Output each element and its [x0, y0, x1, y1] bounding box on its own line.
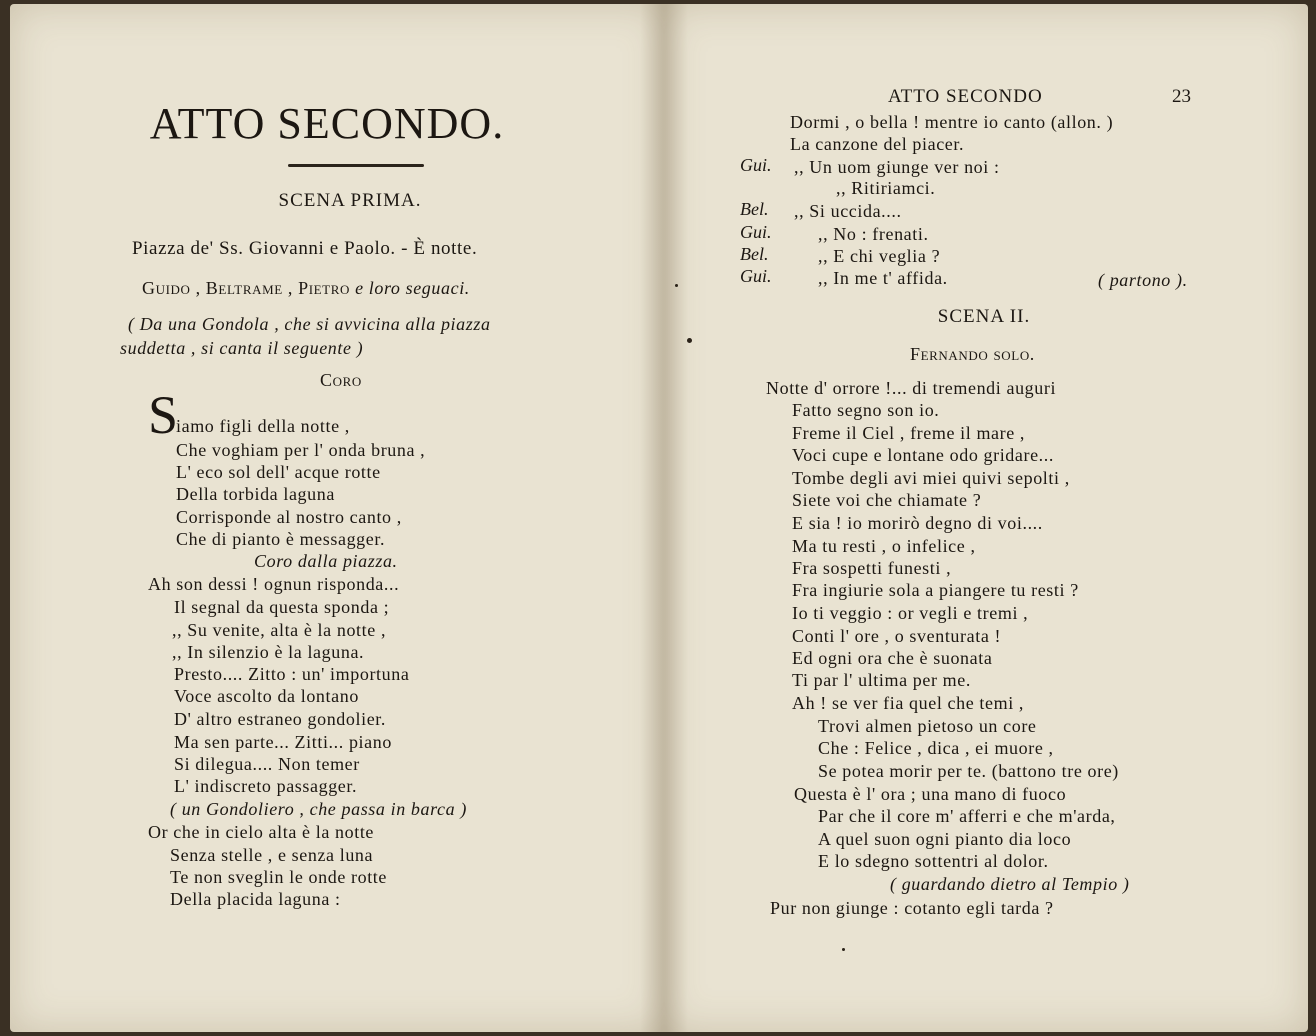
scene-title-left: SCENA PRIMA. — [278, 190, 422, 211]
verse-line: iamo figli della notte , — [176, 416, 350, 436]
ink-speck — [687, 338, 692, 343]
verse-line: Che : Felice , dica , ei muore , — [818, 738, 1054, 758]
stage-direction: ( guardando dietro al Tempio ) — [890, 874, 1130, 894]
stage-direction: Coro dalla piazza. — [254, 551, 398, 571]
verse-line: ,, No : frenati. — [818, 224, 929, 244]
chorus-heading: Coro — [320, 370, 362, 390]
verse-line: ,, E chi veglia ? — [818, 246, 941, 266]
verse-line: Trovi almen pietoso un core — [818, 716, 1037, 736]
character-heading: Fernando solo. — [910, 344, 1035, 364]
stage-direction: ( un Gondoliero , che passa in barca ) — [170, 799, 467, 819]
verse-line: A quel suon ogni pianto dia loco — [818, 829, 1072, 849]
verse-line: Ma tu resti , o infelice , — [792, 536, 976, 556]
verse-line: ,, Ritiriamci. — [836, 178, 936, 198]
speaker-label: Gui. — [740, 266, 772, 286]
page-number: 23 — [1172, 86, 1191, 107]
verse-line: Io ti veggio : or vegli e tremi , — [792, 603, 1029, 623]
verse-line: L' indiscreto passagger. — [174, 776, 358, 796]
verse-line: Ma sen parte... Zitti... piano — [174, 732, 392, 752]
verse-line: Or che in cielo alta è la notte — [148, 822, 375, 842]
verse-line: Che voghiam per l' onda bruna , — [176, 440, 426, 460]
verse-line: Presto.... Zitto : un' importuna — [174, 664, 410, 684]
speaker-label: Bel. — [740, 199, 769, 219]
verse-line: Te non sveglin le onde rotte — [170, 867, 387, 887]
verse-line: La canzone del piacer. — [790, 134, 965, 154]
characters-names: Guido , Beltrame , Pietro — [142, 278, 350, 298]
verse-line: Fra sospetti funesti , — [792, 558, 952, 578]
verse-line: E lo sdegno sottentri al dolor. — [818, 851, 1049, 871]
verse-line: Voce ascolto da lontano — [174, 686, 359, 706]
verse-line: Ah son dessi ! ognun risponda... — [148, 574, 400, 594]
verse-line: Corrisponde al nostro canto , — [176, 507, 402, 527]
verse-line: Fra ingiurie sola a piangere tu resti ? — [792, 580, 1079, 600]
verse-line: Che di pianto è messagger. — [176, 529, 386, 549]
speaker-label: Bel. — [740, 244, 769, 264]
verse-line: Ti par l' ultima per me. — [792, 670, 971, 690]
running-head: ATTO SECONDO — [888, 86, 1043, 107]
verse-line: Ah ! se ver fia quel che temi , — [792, 693, 1025, 713]
verse-line: ,, In silenzio è la laguna. — [172, 642, 365, 662]
drop-cap: S — [148, 385, 179, 445]
book-gutter — [640, 4, 688, 1032]
stage-direction-2: suddetta , si canta il seguente ) — [120, 338, 364, 358]
verse-line: Voci cupe e lontane odo gridare... — [792, 445, 1054, 465]
verse-line: Senza stelle , e senza luna — [170, 845, 374, 865]
speaker-label: Gui. — [740, 155, 772, 175]
verse-line: D' altro estraneo gondolier. — [174, 709, 386, 729]
verse-line: ,, Un uom giunge ver noi : — [794, 157, 1000, 177]
verse-line: Della torbida laguna — [176, 484, 335, 504]
verse-line: ,, Si uccida.... — [794, 201, 902, 221]
speaker-label: Gui. — [740, 222, 772, 242]
verse-line: Ed ogni ora che è suonata — [792, 648, 993, 668]
setting-line: Piazza de' Ss. Giovanni e Paolo. - È notte. — [132, 238, 478, 259]
stage-direction-1: ( Da una Gondola , che si avvicina alla piazza — [128, 314, 491, 334]
verse-line: Conti l' ore , o sventurata ! — [792, 626, 1002, 646]
verse-line: ,, Su venite, alta è la notte , — [172, 620, 387, 640]
verse-line: Par che il core m' afferri e che m'arda, — [818, 806, 1116, 826]
verse-line: Siete voi che chiamate ? — [792, 490, 982, 510]
verse-line: Freme il Ciel , freme il mare , — [792, 423, 1026, 443]
verse-line: Notte d' orrore !... di tremendi auguri — [766, 378, 1057, 398]
verse-line: Questa è l' ora ; una mano di fuoco — [794, 784, 1067, 804]
act-title: ATTO SECONDO. — [149, 99, 505, 148]
characters-line — [142, 278, 470, 299]
verse-line: Se potea morir per te. (battono tre ore) — [818, 761, 1119, 781]
verse-line: L' eco sol dell' acque rotte — [176, 462, 381, 482]
verse-line: Si dilegua.... Non temer — [174, 754, 360, 774]
ink-speck — [675, 284, 678, 287]
exit-direction: ( partono ). — [1098, 270, 1188, 290]
characters-rest: e loro seguaci. — [355, 278, 470, 298]
verse-line: Il segnal da questa sponda ; — [174, 597, 390, 617]
scene-title-right: SCENA II. — [937, 306, 1031, 327]
ink-speck — [842, 948, 845, 951]
verse-line: Della placida laguna : — [170, 889, 341, 909]
verse-line: ,, In me t' affida. — [818, 268, 948, 288]
verse-line: Tombe degli avi miei quivi sepolti , — [792, 468, 1070, 488]
title-rule — [288, 164, 424, 167]
verse-line: Fatto segno son io. — [792, 400, 940, 420]
verse-line: E sia ! io morirò degno di voi.... — [792, 513, 1043, 533]
verse-line: Dormi , o bella ! mentre io canto (allon. ) — [790, 112, 1114, 132]
verse-line: Pur non giunge : cotanto egli tarda ? — [770, 898, 1054, 918]
